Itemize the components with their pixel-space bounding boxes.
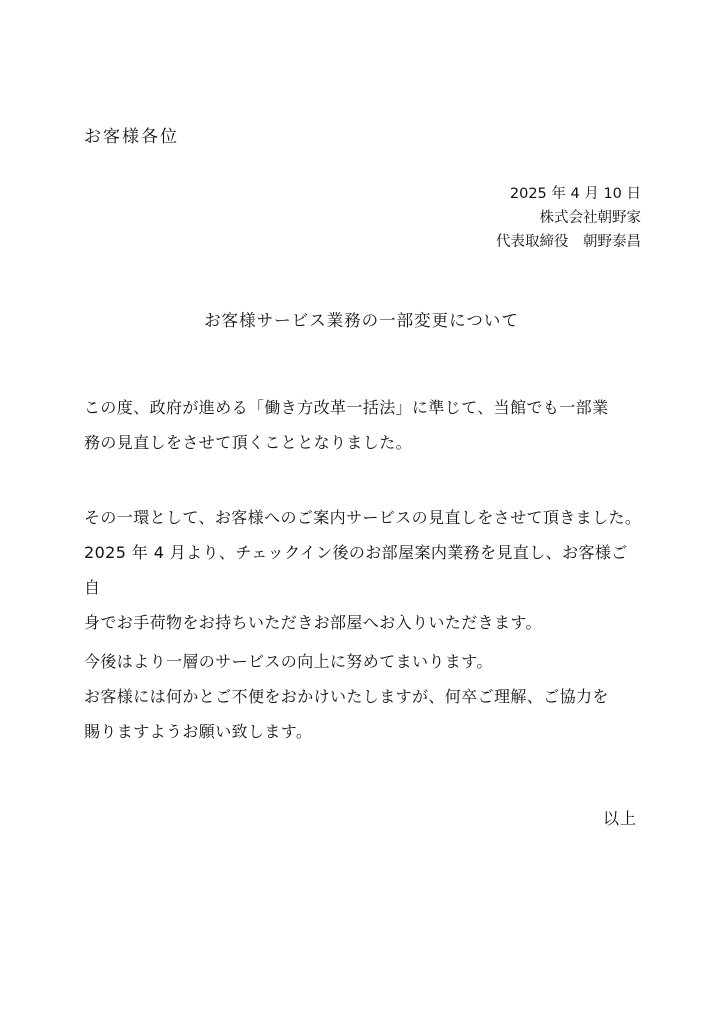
document-date: 2025 年 4 月 10 日 [509, 186, 641, 202]
paragraph-3 [84, 644, 644, 749]
paragraph-line: お客様には何かとご不便をおかけいたしますが、何卒ご理解、ご協力を [84, 687, 609, 706]
paragraph-line: 身でお手荷物をお持ちいただきお部屋へお入りいただきます。 [84, 613, 542, 632]
sender-block [496, 182, 641, 254]
paragraph-line: 2025 年 4 月より、チェックイン後のお部屋案内業務を見直し、お客様ご自 [84, 543, 628, 597]
company-name: 株式会社朝野家 [539, 210, 641, 226]
paragraph-line: 務の見直しをさせて頂くこととなりました。 [84, 433, 413, 452]
recipient-salutation: お客様各位 [84, 127, 179, 147]
closing-remark: 以上 [602, 809, 637, 828]
representative-name: 代表取締役 朝野泰昌 [496, 234, 641, 250]
paragraph-line: 今後はより一層のサービスの向上に努めてまいります。 [84, 652, 493, 671]
document-title: お客様サービス業務の一部変更について [204, 311, 519, 330]
paragraph-line: この度、政府が進める「働き方改革一括法」に準じて、当館でも一部業 [84, 398, 609, 417]
paragraph-2 [84, 500, 644, 640]
paragraph-line: 賜りますようお願い致します。 [84, 722, 313, 741]
paragraph-line: その一環として、お客様へのご案内サービスの見直しをさせて頂きました。 [84, 508, 642, 527]
paragraph-1 [84, 390, 644, 460]
